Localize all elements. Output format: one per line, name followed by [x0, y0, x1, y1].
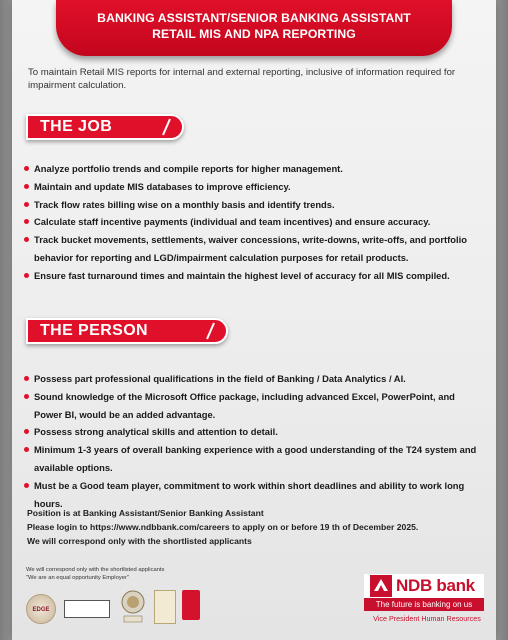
- section-heading-person: [26, 318, 228, 344]
- banker-award-badge-icon: [154, 590, 176, 624]
- list-item: Possess strong analytical skills and attention to detail.: [24, 423, 484, 441]
- list-item: Possess part professional qualifications in the field of Banking / Data Analytics / AI.: [24, 370, 484, 388]
- footer-note: [26, 566, 226, 582]
- list-item: Track flow rates billing wise on a monthly basis and identify trends.: [24, 196, 484, 214]
- list-item: Must be a Good team player, commitment to work within short deadlines and ability to work long hours.: [24, 477, 484, 513]
- globe-award-icon: [118, 588, 148, 628]
- bullet-dot-icon: [24, 483, 29, 488]
- bullet-dot-icon: [24, 184, 29, 189]
- list-item: Maintain and update MIS databases to improve efficiency.: [24, 178, 484, 196]
- list-item: Minimum 1-3 years of overall banking experience with a good understanding of the T24 system and available options.: [24, 441, 484, 477]
- job-responsibilities-list: [24, 160, 484, 285]
- bullet-dot-icon: [24, 219, 29, 224]
- list-item: Calculate staff incentive payments (individual and team incentives) and ensure accuracy.: [24, 213, 484, 231]
- bullet-dot-icon: [24, 273, 29, 278]
- bullet-dot-icon: [24, 376, 29, 381]
- bullet-dot-icon: [24, 166, 29, 171]
- edge-award-seal-icon: EDGE: [26, 594, 56, 624]
- job-title-line2: RETAIL MIS AND NPA REPORTING: [152, 27, 356, 41]
- bullet-dot-icon: [24, 429, 29, 434]
- section-heading-job-label: THE JOB: [40, 118, 113, 135]
- position-line: Position is at Banking Assistant/Senior Banking Assistant: [27, 508, 264, 518]
- application-instructions: [27, 506, 467, 548]
- logo-text: NDB bank: [396, 576, 475, 595]
- logo-tagline: The future is banking on us: [364, 598, 484, 611]
- hr-award-badge-icon: [64, 600, 110, 618]
- bullet-dot-icon: [24, 394, 29, 399]
- section-heading-job: [26, 114, 184, 140]
- job-title-line1: BANKING ASSISTANT/SENIOR BANKING ASSISTANT: [97, 11, 411, 25]
- slash-decoration-icon: [160, 118, 172, 136]
- bullet-dot-icon: [24, 237, 29, 242]
- list-item: Ensure fast turnaround times and maintain the highest level of accuracy for all MIS compiled.: [24, 267, 484, 285]
- apply-link-line[interactable]: Please login to https://www.ndbbank.com/careers to apply on or before 19 th of December 2025.: [27, 522, 419, 532]
- great-place-to-work-badge-icon: [182, 590, 200, 620]
- footer-note-equal-opportunity: "We are an equal opportunity Employer": [26, 575, 129, 581]
- poster-header: [56, 0, 452, 56]
- signature-title: Vice President Human Resources: [373, 614, 481, 623]
- candidate-requirements-list: [24, 370, 484, 512]
- footer-note-correspond: We will correspond only with the shortlisted applicants: [26, 567, 165, 573]
- list-item: Track bucket movements, settlements, waiver concessions, write-downs, write-offs, and portfolio behavior for reporting and LGD/impairment calculation purposes for retail products.: [24, 231, 484, 267]
- bullet-dot-icon: [24, 202, 29, 207]
- shortlist-note: We will correspond only with the shortlisted applicants: [27, 536, 252, 546]
- slash-decoration-icon: [204, 322, 216, 340]
- section-heading-person-label: THE PERSON: [40, 322, 149, 339]
- list-item: Sound knowledge of the Microsoft Office package, including advanced Excel, PowerPoint, and Power BI, would be an added advantage.: [24, 388, 484, 424]
- ndb-logo: [364, 574, 484, 614]
- list-item: Analyze portfolio trends and compile reports for higher management.: [24, 160, 484, 178]
- ndb-logo-mark-icon: [370, 575, 392, 597]
- intro-text: To maintain Retail MIS reports for internal and external reporting, inclusive of information required for impairment calculation.: [28, 67, 456, 91]
- bullet-dot-icon: [24, 447, 29, 452]
